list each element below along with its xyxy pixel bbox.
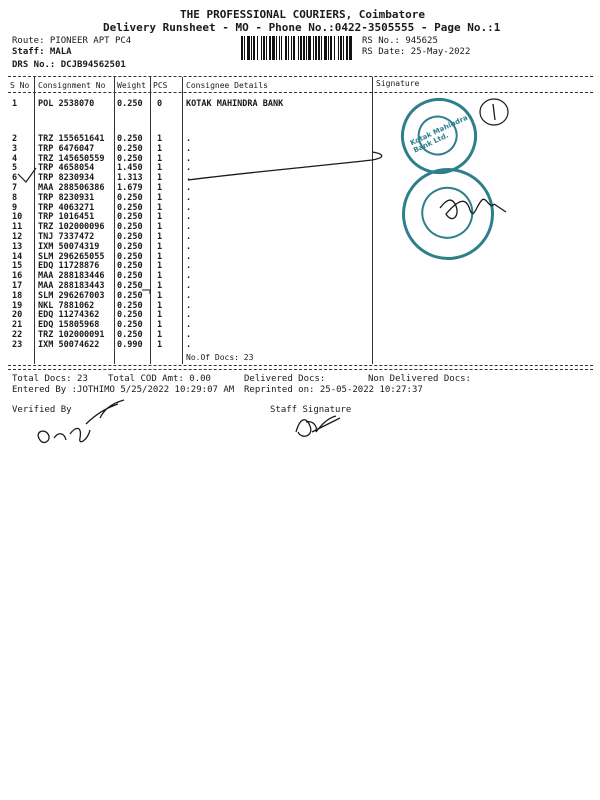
row-consignment: TRZ 102000096 <box>38 222 105 233</box>
col-weight: Weight <box>117 81 146 90</box>
staff-label: Staff: MALA <box>12 47 72 57</box>
row-consignee: . <box>186 153 192 164</box>
row-consignee: . <box>186 300 192 311</box>
col-consignment: Consignment No <box>38 81 106 90</box>
row-pcs: 1 <box>157 183 163 193</box>
reprinted-on: Reprinted on: 25-05-2022 10:27:37 <box>244 385 423 395</box>
row-sno: 15 <box>12 261 23 272</box>
row-consignee: . <box>186 192 192 203</box>
row-sno: 21 <box>12 320 23 331</box>
row-sno: 6 <box>12 173 18 184</box>
row-pcs: 0 <box>157 99 163 109</box>
company-title: THE PROFESSIONAL COURIERS, Coimbatore <box>180 8 426 21</box>
total-docs: Total Docs: 23 <box>12 374 88 384</box>
row-weight: 1.450 <box>117 163 143 174</box>
row-pcs: 1 <box>157 310 163 321</box>
row-consignee: . <box>186 183 192 193</box>
row-sno: 9 <box>12 202 18 213</box>
row-consignee: . <box>186 222 192 233</box>
stamp-text: Kotak Mahindra Bank Ltd. <box>408 113 469 155</box>
non-delivered-docs: Non Delivered Docs: <box>368 374 471 384</box>
row-consignment: MAA 288183443 <box>38 281 105 291</box>
row-weight: 0.250 <box>117 222 143 233</box>
row-consignment: TRP 6476047 <box>38 143 95 154</box>
row-pcs: 1 <box>157 281 163 291</box>
row-sno: 1 <box>12 99 18 109</box>
row-consignee: . <box>186 339 192 350</box>
row-pcs: 1 <box>157 192 163 203</box>
row-consignment: TRP 1016451 <box>38 212 95 223</box>
col-signature: Signature <box>376 79 420 88</box>
row-consignment: POL 2538070 <box>38 99 95 109</box>
row-consignee: KOTAK MAHINDRA BANK <box>186 99 284 109</box>
row-sno: 22 <box>12 330 23 340</box>
row-consignment: NKL 7881062 <box>38 300 95 311</box>
row-weight: 0.250 <box>117 202 143 213</box>
row-weight: 1.313 <box>117 173 143 184</box>
row-consignee: . <box>186 330 192 340</box>
row-sno: 17 <box>12 281 23 291</box>
col-sno: S No <box>10 81 30 90</box>
row-weight: 0.250 <box>117 300 143 311</box>
row-weight: 0.250 <box>117 281 143 291</box>
row-pcs: 1 <box>157 202 163 213</box>
row-consignee: . <box>186 271 192 282</box>
row-consignment: EDQ 15805968 <box>38 320 100 331</box>
row-consignee: . <box>186 202 192 213</box>
row-pcs: 1 <box>157 251 163 262</box>
row-weight: 1.679 <box>117 183 143 193</box>
row-sno: 7 <box>12 183 18 193</box>
row-consignment: TNJ 7337472 <box>38 232 95 242</box>
row-weight: 0.990 <box>117 339 143 350</box>
row-weight: 0.250 <box>117 241 143 252</box>
row-consignee: . <box>186 290 192 301</box>
row-consignment: TRZ 145650559 <box>38 153 105 164</box>
row-weight: 0.250 <box>117 271 143 282</box>
row-pcs: 1 <box>157 330 163 340</box>
row-consignee: . <box>186 232 192 242</box>
row-weight: 0.250 <box>117 212 143 223</box>
row-consignee: . <box>186 212 192 223</box>
row-sno: 10 <box>12 212 23 223</box>
row-pcs: 1 <box>157 222 163 233</box>
row-consignment: EDQ 11728876 <box>38 261 100 272</box>
row-consignment: EDQ 11274362 <box>38 310 100 321</box>
row-weight: 0.250 <box>117 251 143 262</box>
row-weight: 0.250 <box>117 143 143 154</box>
row-consignee: . <box>186 173 192 184</box>
row-pcs: 1 <box>157 232 163 242</box>
col-consignee: Consignee Details <box>186 81 268 90</box>
row-weight: 0.250 <box>117 330 143 340</box>
row-sno: 4 <box>12 153 18 164</box>
row-pcs: 1 <box>157 320 163 331</box>
row-sno: 19 <box>12 300 23 311</box>
row-consignee: . <box>186 143 192 154</box>
row-consignee: . <box>186 261 192 272</box>
row-pcs: 1 <box>157 153 163 164</box>
row-sno: 12 <box>12 232 23 242</box>
row-weight: 0.250 <box>117 153 143 164</box>
row-consignment: TRP 4658054 <box>38 163 95 174</box>
row-pcs: 1 <box>157 271 163 282</box>
row-consignee: . <box>186 251 192 262</box>
row-consignee: . <box>186 310 192 321</box>
row-sno: 2 <box>12 134 18 144</box>
row-sno: 8 <box>12 192 18 203</box>
row-weight: 0.250 <box>117 320 143 331</box>
row-sno: 14 <box>12 251 23 262</box>
verified-by-label: Verified By <box>12 405 72 415</box>
row-sno: 23 <box>12 339 23 350</box>
row-pcs: 1 <box>157 212 163 223</box>
row-sno: 3 <box>12 143 18 154</box>
row-consignment: TRP 8230934 <box>38 173 95 184</box>
row-pcs: 1 <box>157 134 163 144</box>
row-weight: 0.250 <box>117 99 143 109</box>
row-consignment: IXM 50074622 <box>38 339 100 350</box>
row-consignment: SLM 296267003 <box>38 290 105 301</box>
row-pcs: 1 <box>157 143 163 154</box>
row-consignee: . <box>186 320 192 331</box>
row-sno: 20 <box>12 310 23 321</box>
row-consignee: . <box>186 241 192 252</box>
row-weight: 0.250 <box>117 192 143 203</box>
row-sno: 11 <box>12 222 23 233</box>
row-consignment: MAA 288183446 <box>38 271 105 282</box>
row-pcs: 1 <box>157 339 163 350</box>
delivered-docs: Delivered Docs: <box>244 374 326 384</box>
row-pcs: 1 <box>157 261 163 272</box>
entered-by: Entered By :JOTHIMO 5/25/2022 10:29:07 AM <box>12 385 235 395</box>
row-pcs: 1 <box>157 163 163 174</box>
row-sno: 5 <box>12 163 18 174</box>
row-weight: 0.250 <box>117 134 143 144</box>
row-pcs: 1 <box>157 290 163 301</box>
rs-number: RS No.: 945625 <box>362 36 438 46</box>
row-consignment: SLM 296265055 <box>38 251 105 262</box>
row-consignment: TRZ 102000091 <box>38 330 105 340</box>
row-pcs: 1 <box>157 300 163 311</box>
row-consignment: TRP 8230931 <box>38 192 95 203</box>
row-consignment: TRZ 155651641 <box>38 134 105 144</box>
row-weight: 0.250 <box>117 310 143 321</box>
rs-date: RS Date: 25-May-2022 <box>362 47 471 57</box>
row-consignee: . <box>186 163 192 174</box>
total-cod: Total COD Amt: 0.00 <box>108 374 211 384</box>
row-sno: 18 <box>12 290 23 301</box>
col-pcs: PCS <box>153 81 168 90</box>
runsheet-subtitle: Delivery Runsheet - MO - Phone No.:0422-3505555 - Page No.:1 <box>103 21 501 34</box>
staff-signature-label: Staff Signature <box>270 405 352 415</box>
row-consignee: . <box>186 134 192 144</box>
drs-label: DRS No.: DCJB94562501 <box>12 60 126 70</box>
row-sno: 16 <box>12 271 23 282</box>
no-of-docs: No.Of Docs: 23 <box>186 353 254 362</box>
row-consignment: TRP 4063271 <box>38 202 95 213</box>
row-pcs: 1 <box>157 173 163 184</box>
route-label: Route: PIONEER APT PC4 <box>12 36 132 46</box>
row-consignee: . <box>186 281 192 291</box>
row-consignment: IXM 50074319 <box>38 241 100 252</box>
row-weight: 0.250 <box>117 261 143 272</box>
row-sno: 13 <box>12 241 23 252</box>
row-weight: 0.250 <box>117 232 143 242</box>
row-consignment: MAA 288506386 <box>38 183 105 193</box>
row-weight: 0.250 <box>117 290 143 301</box>
row-pcs: 1 <box>157 241 163 252</box>
